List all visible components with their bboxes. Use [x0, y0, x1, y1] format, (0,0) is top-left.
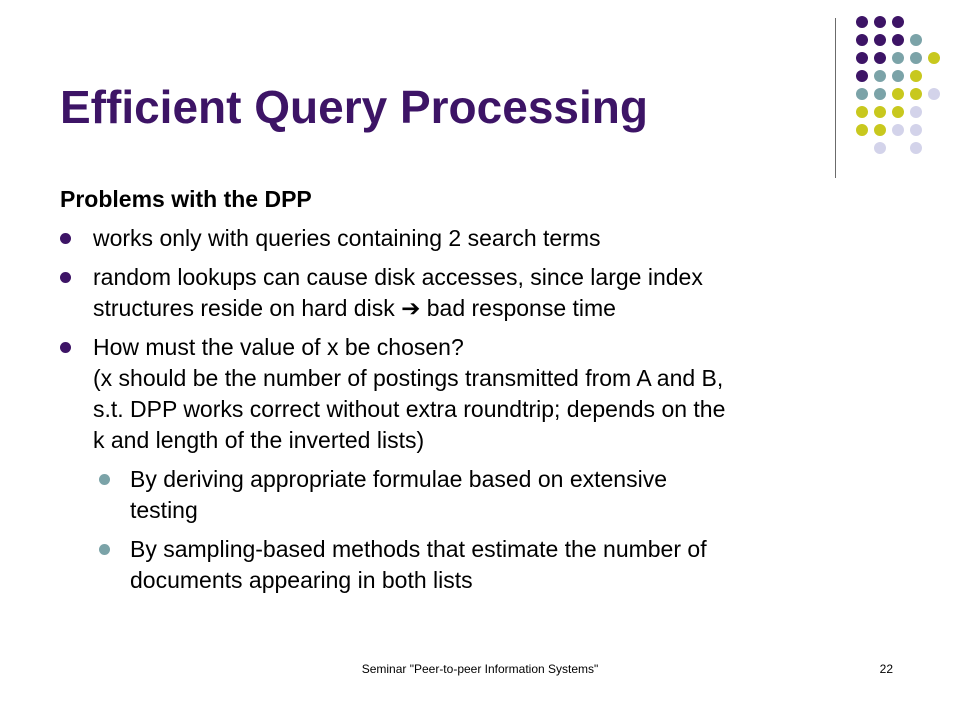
dot: [910, 124, 922, 136]
dot: [874, 124, 886, 136]
dot: [874, 106, 886, 118]
bullet-text: s.t. DPP works correct without extra roundtrip; depends on the: [93, 396, 726, 422]
dot: [856, 52, 868, 64]
dot: [856, 34, 868, 46]
bullet-icon: [60, 272, 71, 283]
bullet-text: works only with queries containing 2 search terms: [93, 225, 601, 251]
dot: [910, 70, 922, 82]
sub-bullet-item: [60, 464, 920, 526]
dot: [892, 16, 904, 28]
dot: [856, 88, 868, 100]
bullet-item: [60, 332, 920, 456]
sub-bullet-item: [60, 534, 920, 596]
dot: [892, 88, 904, 100]
divider-line: [835, 18, 836, 178]
dot: [892, 70, 904, 82]
slide-footer: [0, 662, 960, 678]
sub-bullet-icon: [99, 474, 110, 485]
sub-bullet-text: By deriving appropriate formulae based on extensive: [130, 466, 667, 492]
dot: [892, 124, 904, 136]
bullet-text: How must the value of x be chosen?: [93, 334, 464, 360]
bullet-icon: [60, 233, 71, 244]
sub-bullet-text: testing: [130, 497, 198, 523]
dot: [856, 106, 868, 118]
dot: [874, 34, 886, 46]
dot: [892, 52, 904, 64]
dot: [910, 88, 922, 100]
bullet-icon: [60, 342, 71, 353]
slide-title: Efficient Query Processing: [60, 81, 648, 133]
bullet-item: [60, 223, 920, 254]
section-heading: Problems with the DPP: [60, 186, 312, 212]
bullet-text: k and length of the inverted lists): [93, 427, 425, 453]
dot: [856, 16, 868, 28]
dot: [856, 124, 868, 136]
dot: [874, 16, 886, 28]
sub-bullet-text: documents appearing in both lists: [130, 567, 473, 593]
dot: [928, 52, 940, 64]
sub-bullet-text: By sampling-based methods that estimate the number of: [130, 536, 707, 562]
dot: [928, 88, 940, 100]
dot: [874, 52, 886, 64]
dot: [910, 34, 922, 46]
sub-bullet-icon: [99, 544, 110, 555]
bullet-text: structures reside on hard disk ➔ bad response time: [93, 295, 616, 321]
bullet-item: [60, 262, 920, 324]
bullet-text: random lookups can cause disk accesses, since large index: [93, 264, 703, 290]
dot: [910, 106, 922, 118]
dot: [856, 70, 868, 82]
dot: [874, 70, 886, 82]
dot: [892, 106, 904, 118]
dot: [910, 142, 922, 154]
bullet-list: [60, 223, 920, 596]
slide-body: [60, 184, 920, 604]
footer-text: Seminar "Peer-to-peer Information Systems": [361, 662, 599, 676]
bullet-text: (x should be the number of postings transmitted from A and B,: [93, 365, 724, 391]
dot: [874, 142, 886, 154]
page-number: 22: [879, 662, 893, 676]
dot: [892, 34, 904, 46]
dot: [910, 52, 922, 64]
dot: [874, 88, 886, 100]
